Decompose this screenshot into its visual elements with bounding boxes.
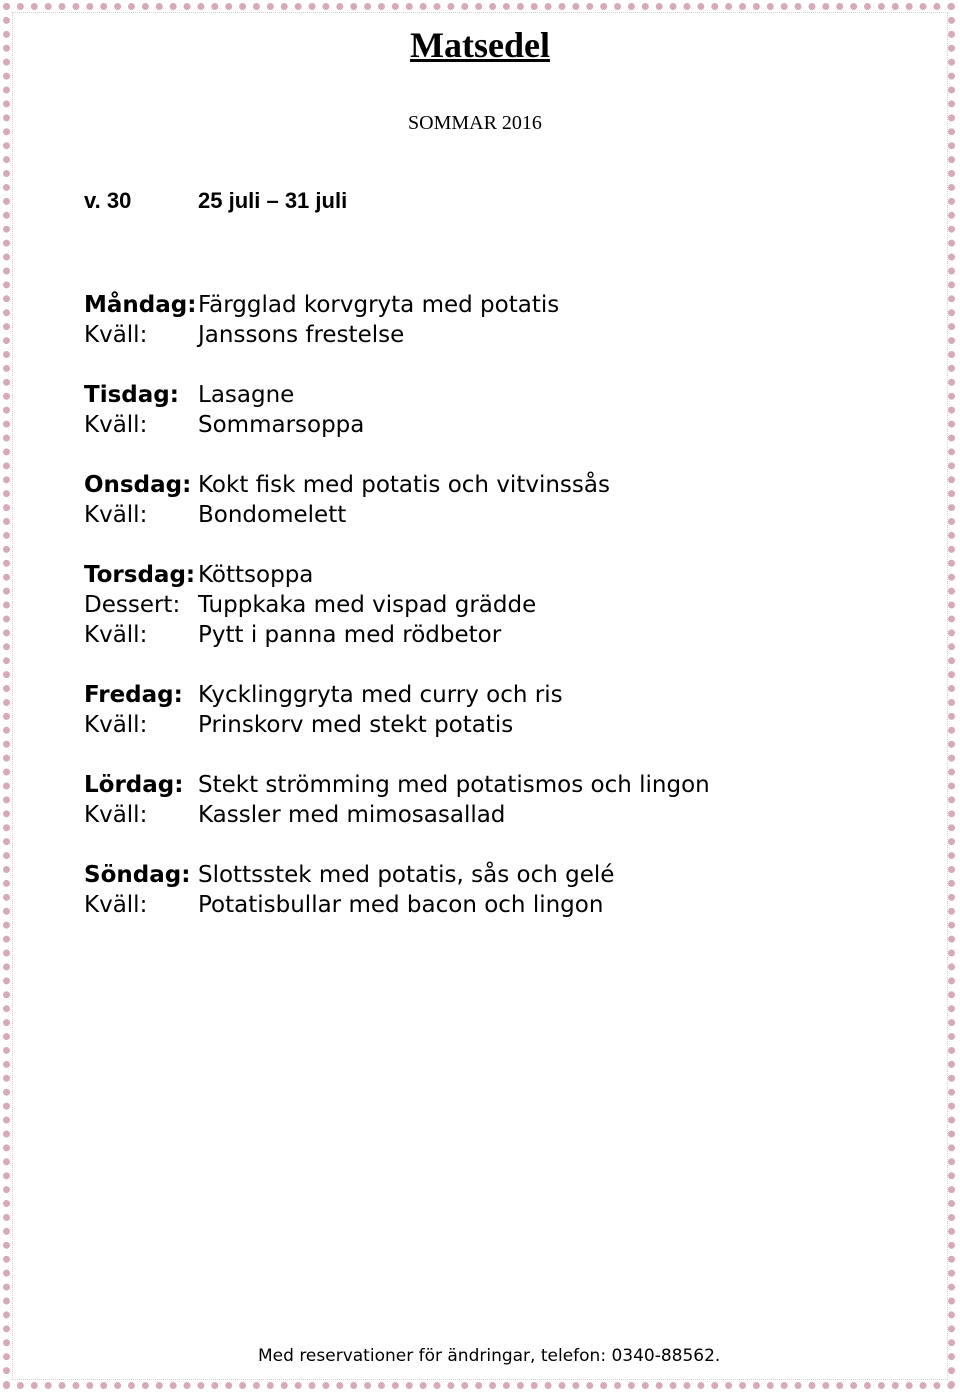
day-label: Fredag: bbox=[84, 682, 183, 708]
dessert-label: Dessert: bbox=[84, 592, 181, 618]
menu-row bbox=[84, 500, 884, 530]
menu-days bbox=[84, 290, 884, 950]
evening-label: Kväll: bbox=[84, 322, 148, 348]
day-label: Måndag: bbox=[84, 292, 197, 318]
day-label: Tisdag: bbox=[84, 382, 179, 408]
menu-row bbox=[84, 290, 884, 320]
dish-name: Färgglad korvgryta med potatis bbox=[198, 292, 560, 318]
menu-row bbox=[84, 590, 884, 620]
week-date-range: 25 juli – 31 juli bbox=[198, 188, 348, 213]
day-label: Lördag: bbox=[84, 772, 184, 798]
dish-name: Pytt i panna med rödbetor bbox=[198, 622, 502, 648]
menu-row bbox=[84, 890, 884, 920]
dish-name: Tuppkaka med vispad grädde bbox=[198, 592, 537, 618]
dish-name: Kokt fisk med potatis och vitvinssås bbox=[198, 472, 610, 498]
menu-row bbox=[84, 320, 884, 350]
menu-row bbox=[84, 770, 884, 800]
menu-row bbox=[84, 680, 884, 710]
evening-label: Kväll: bbox=[84, 712, 148, 738]
day-label: Torsdag: bbox=[84, 562, 196, 588]
footer-note: Med reservationer för ändringar, telefon: 0340-88562. bbox=[258, 1346, 721, 1366]
dish-name: Köttsoppa bbox=[198, 562, 314, 588]
dish-name: Bondomelett bbox=[198, 502, 347, 528]
dish-name: Kassler med mimosasallad bbox=[198, 802, 506, 828]
evening-label: Kväll: bbox=[84, 622, 148, 648]
day-sunday bbox=[84, 860, 884, 920]
menu-row bbox=[84, 380, 884, 410]
day-wednesday bbox=[84, 470, 884, 530]
menu-row bbox=[84, 410, 884, 440]
menu-row bbox=[84, 800, 884, 830]
evening-label: Kväll: bbox=[84, 412, 148, 438]
dish-name: Prinskorv med stekt potatis bbox=[198, 712, 514, 738]
week-number: v. 30 bbox=[84, 188, 132, 213]
evening-label: Kväll: bbox=[84, 802, 148, 828]
day-thursday bbox=[84, 560, 884, 650]
menu-row bbox=[84, 470, 884, 500]
dish-name: Janssons frestelse bbox=[198, 322, 405, 348]
dish-name: Sommarsoppa bbox=[198, 412, 365, 438]
menu-row bbox=[84, 710, 884, 740]
day-label: Söndag: bbox=[84, 862, 191, 888]
dish-name: Potatisbullar med bacon och lingon bbox=[198, 892, 604, 918]
menu-row bbox=[84, 860, 884, 890]
page-title: Matsedel bbox=[410, 25, 550, 65]
dish-name: Slottsstek med potatis, sås och gelé bbox=[198, 862, 615, 888]
day-label: Onsdag: bbox=[84, 472, 192, 498]
day-tuesday bbox=[84, 380, 884, 440]
dish-name: Kycklinggryta med curry och ris bbox=[198, 682, 563, 708]
day-friday bbox=[84, 680, 884, 740]
menu-row bbox=[84, 560, 884, 590]
day-saturday bbox=[84, 770, 884, 830]
dish-name: Stekt strömming med potatismos och lingon bbox=[198, 772, 710, 798]
menu-row bbox=[84, 620, 884, 650]
season-label: SOMMAR 2016 bbox=[408, 112, 542, 134]
dish-name: Lasagne bbox=[198, 382, 295, 408]
day-monday bbox=[84, 290, 884, 350]
evening-label: Kväll: bbox=[84, 502, 148, 528]
evening-label: Kväll: bbox=[84, 892, 148, 918]
